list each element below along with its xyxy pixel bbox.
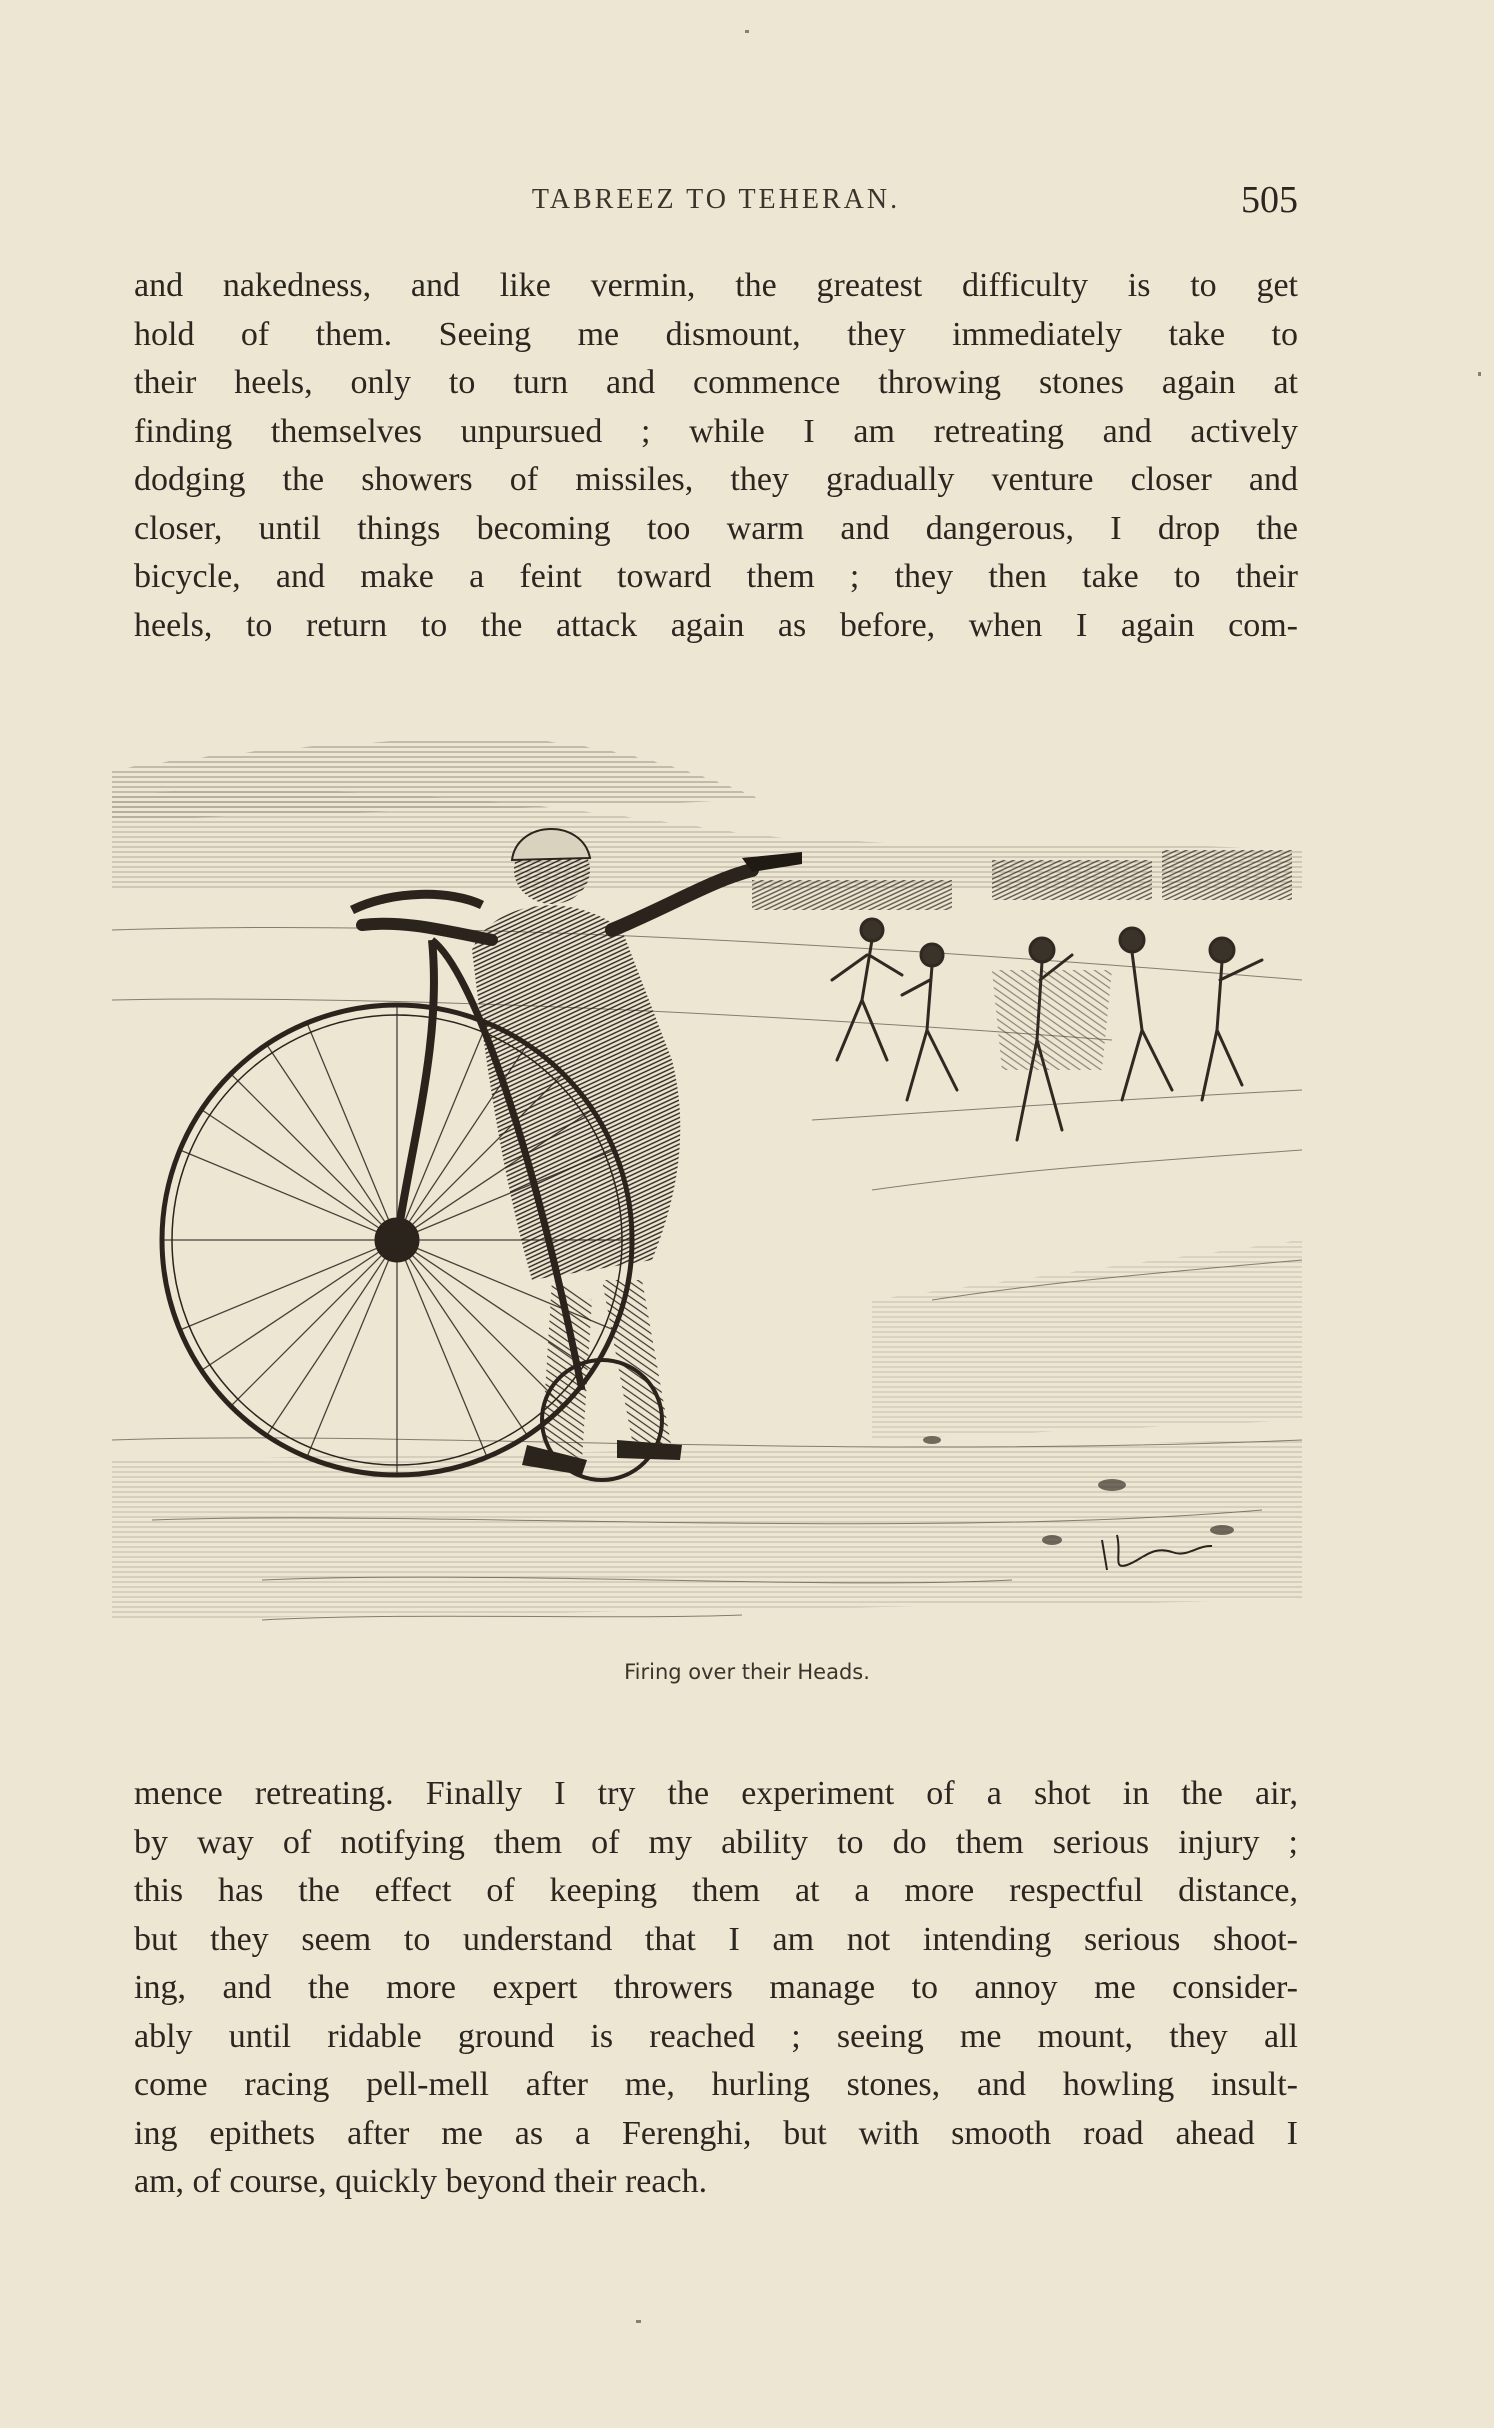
text-line: ing epithets after me as a Ferenghi, but with smooth road ahead I	[134, 2114, 1298, 2152]
paragraph-bottom	[134, 1770, 1298, 2207]
text-line: their heels, only to turn and commence throwing stones again at	[134, 364, 1298, 401]
paper-fleck	[636, 2320, 641, 2323]
text-line: dodging the showers of missiles, they gradually venture closer and	[134, 461, 1298, 498]
text-line: this has the effect of keeping them at a more respectful distance,	[134, 1872, 1298, 1909]
text-line: come racing pell-mell after me, hurling stones, and howling insult-	[134, 2066, 1298, 2103]
text-line: finding themselves unpursued ; while I am retreating and actively	[134, 412, 1298, 450]
illustration-caption: Firing over their Heads.	[624, 1660, 870, 1684]
paper-fleck	[745, 30, 749, 33]
paragraph-top	[134, 262, 1298, 650]
text-line: but they seem to understand that I am not intending serious shoot-	[134, 1920, 1298, 1958]
text-line: ably until ridable ground is reached ; seeing me mount, they all	[134, 2017, 1298, 2055]
text-line: bicycle, and make a feint toward them ; they then take to their	[134, 558, 1298, 595]
text-line: heels, to return to the attack again as before, when I again com-	[134, 606, 1298, 644]
text-line: and nakedness, and like vermin, the greatest difficulty is to get	[134, 267, 1298, 304]
page-header	[134, 178, 1298, 228]
text-line: closer, until things becoming too warm and dangerous, I drop the	[134, 509, 1298, 547]
text-line: by way of notifying them of my ability to do them serious injury ;	[134, 1823, 1298, 1861]
text-line: hold of them. Seeing me dismount, they immediately take to	[134, 315, 1298, 353]
engraving-art	[112, 740, 1302, 1650]
running-head: TABREEZ TO TEHERAN.	[531, 184, 901, 215]
text-line: ing, and the more expert throwers manage to annoy me consider-	[134, 1969, 1298, 2006]
text-line: mence retreating. Finally I try the experiment of a shot in the air,	[134, 1775, 1298, 1812]
engraving-illustration	[112, 740, 1302, 1650]
text-line: am, of course, quickly beyond their reach.	[134, 2163, 708, 2200]
paper-fleck	[1478, 372, 1481, 376]
page-number: 505	[1241, 179, 1298, 221]
